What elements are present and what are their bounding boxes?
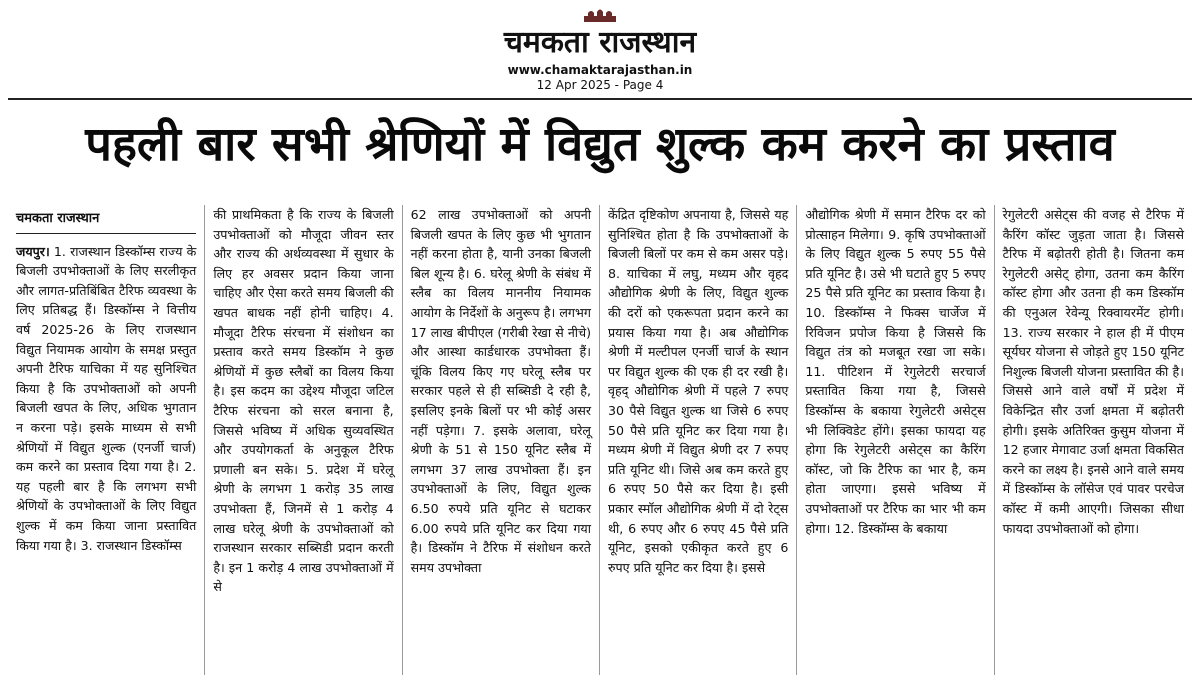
column-6	[995, 205, 1192, 675]
column-4	[600, 205, 797, 675]
palace-logo-icon	[582, 8, 618, 22]
column-text: रेगुलेटरी असेट्स की वजह से टैरिफ में कैरिंग कॉस्ट जुड़ता जाता है। जिससे टैरिफ में बढ़ोतरी होती है। जितना कम रेगुलेटरी असेट् होगा, उतना कम कैरिंग कॉस्ट होगा और उतना ही कम डिस्कॉम की एनुअल रेवेन्यू रिक्वायरमेंट होगी। 13. राज्य सरकार ने हाल ही में पीएम सूर्यघर योजना से जोड़ते हुए 150 यूनिट निशुल्क बिजली योजना प्रस्तावित की है। जिससे आने वाले वर्षों में प्रदेश में विकेन्द्रित सौर उर्जा क्षमता में बढ़ोतरी होगी। इसके अतिरिक्त कुसुम योजना में 12 हजार मेगावाट उर्जा क्षमता विकसित करने का लक्ष्य है। इनसे आने वाले समय में डिस्कॉम्स के लॉसेज एवं पावर परचेज कॉस्ट में कमी आएगी। जिसका सीधा फायदा उपभोक्ताओं को होगा।	[1002, 207, 1184, 536]
masthead	[0, 8, 1200, 92]
column-text: की प्राथमिकता है कि राज्य के बिजली उपभोक्ताओं को मौजूदा जीवन स्तर और राज्य की अर्थव्यवस्था में सुधार के लिए हर अवसर प्रदान किया जाना चाहिए और ऐसा करते समय बिजली की खपत बाधक नहीं होनी चाहिए। 4. मौजूदा टैरिफ संरचना में संशोधन का प्रस्ताव करते समय डिस्कॉम ने कुछ श्रेणियों में कुछ स्लैबों का विलय किया है। इस कदम का उद्देश्य मौजूदा जटिल टैरिफ संरचना को सरल बनाना है, जिससे भविष्य में अधिक सुव्यवस्थित और उपयोगकर्ता के अनुकूल टैरिफ प्रणाली बन सके। 5. प्रदेश में घरेलू श्रेणी के लगभग 1 करोड़ 35 लाख उपभोक्ता हैं, जिनमें से 1 करोड़ 4 लाख घरेलू श्रेणी के उपभोक्ताओं को राजस्थान सरकार सब्सिडी प्रदान करती है। इन 1 करोड़ 4 लाख उपभोक्ताओं में से	[213, 207, 394, 595]
column-1	[8, 205, 205, 675]
logo-text: चमकता राजस्थान	[503, 25, 697, 60]
column-2	[205, 205, 402, 675]
column-text: औद्योगिक श्रेणी में समान टैरिफ दर को प्रोत्साहन मिलेगा। 9. कृषि उपभोक्ताओं के लिए विद्युत शुल्क 5 रुपए 55 पैसे प्रति यूनिट है। उसे भी घटाते हुए 5 रुपए 25 पैसे प्रति यूनिट का प्रस्ताव किया है। 10. डिस्कॉम्स ने फिक्स चार्जेज में रिविजन प्रपोज किया है जिससे कि विद्युत तंत्र को मजबूत रखा जा सके। 11. पीटिशन में रेगुलेटरी सरचार्ज प्रस्तावित किया गया है, जिससे डिस्कॉम्स के बकाया रेगुलेटरी असेट्स भी लिक्विडेट होंगे। इसका फायदा यह होगा कि रेगुलेटरी असेट्स का कैरिंग कॉस्ट, जो कि टैरिफ का भार है, कम होता जाएगा। इससे भविष्य में उपभोक्ताओं पर टैरिफ का भार भी कम होगा। 12. डिस्कॉम्स के बकाया	[805, 207, 986, 536]
column-text: 1. राजस्थान डिस्कॉम्स राज्य के बिजली उपभोक्ताओं के लिए सरलीकृत और लागत-प्रतिबिंबित टैरिफ व्यवस्था के लिए प्रतिबद्ध हैं। डिस्कॉम्स ने वित्तीय वर्ष 2025-26 के लिए राजस्थान विद्युत नियामक आयोग के समक्ष प्रस्तुत अपनी टैरिफ याचिका में यह सुनिश्चित किया है कि उपभोक्ताओं को अपनी बिजली खपत के लिए, अधिक भुगतान न करना पड़े। इसके माध्यम से सभी श्रेणियों में विद्युत शुल्क (एनर्जी चार्ज) कम करने का प्रस्ताव दिया गया है। 2. यह पहली बार है कि लगभग सभी श्रेणियों के उपभोक्ताओं के लिए विद्युत शुल्क में कम किया जाना प्रस्तावित किया गया है। 3. राजस्थान डिस्कॉम्स	[16, 243, 197, 553]
article-body	[8, 205, 1192, 675]
article-headline: पहली बार सभी श्रेणियों में विद्युत शुल्क कम करने का प्रस्ताव	[85, 117, 1115, 172]
dateline: 12 Apr 2025 - Page 4	[536, 78, 664, 92]
byline: चमकता राजस्थान	[16, 205, 196, 234]
column-5	[797, 205, 994, 675]
column-text: केंद्रित दृष्टिकोण अपनाया है, जिससे यह सुनिश्चित होता है कि उपभोक्ताओं के बिजली बिलों पर कम से कम असर पड़े। 8. याचिका में लघु, मध्यम और वृहद औद्योगिक श्रेणी के लिए, विद्युत शुल्क की दरों को एकरूपता प्रदान करने का प्रयास किया गया है। अब औद्योगिक श्रेणी में मल्टीपल एनर्जी चार्ज के स्थान पर विद्युत शुल्क की एक ही दर रखी है। वृहद् औद्योगिक श्रेणी में पहले 7 रुपए 30 पैसे विद्युत शुल्क था जिसे 6 रुपए 50 पैसे प्रति यूनिट कर दिया गया है। मध्यम श्रेणी में विद्युत श्रेणी दर 7 रुपए प्रति यूनिट थी। जिसे अब कम करते हुए 6 रुपए 50 पैसे कर दिया है। इसी प्रकार स्मॉल औद्योगिक श्रेणी में दो रेट्स थी, 6 रुपए और 6 रुपए 45 पैसे प्रति यूनिट, इसको एकीकृत करते हुए 6 रुपए प्रति यूनिट कर दिया है। इससे	[607, 207, 789, 575]
newspaper-logo	[504, 8, 696, 61]
website-url[interactable]: www.chamaktarajasthan.in	[507, 63, 693, 77]
dateline-place: जयपुर।	[16, 243, 50, 259]
column-text: 62 लाख उपभोक्ताओं को अपनी बिजली खपत के लिए कुछ भी भुगतान नहीं करना होता है, यानी उनका बिजली बिल शून्य है। 6. घरेलू श्रेणी के संबंध में स्लैब का विलय माननीय नियामक आयोग के निर्देशों के अनुरूप है। लगभग 17 लाख बीपीएल (गरीबी रेखा से नीचे) और आस्था कार्डधारक उपभोक्ता हैं। चूंकि विलय किए गए घरेलू स्लैब पर सरकार पहले से ही सब्सिडी दे रही है, इसलिए इनके बिलों पर भी कोई असर नहीं पड़ेगा। 7. इसके अलावा, घरेलू श्रेणी के 51 से 150 यूनिट स्लैब में लगभग 37 लाख उपभोक्ता हैं। इन उपभोक्ताओं के लिए, विद्युत शुल्क 6.50 रुपये प्रति यूनिट से घटाकर 6.00 रुपये प्रति यूनिट कर दिया गया है। डिस्कॉम ने टैरिफ में संशोधन करते समय उपभोक्ता	[410, 207, 591, 575]
header-divider	[8, 98, 1192, 100]
column-3	[403, 205, 600, 675]
